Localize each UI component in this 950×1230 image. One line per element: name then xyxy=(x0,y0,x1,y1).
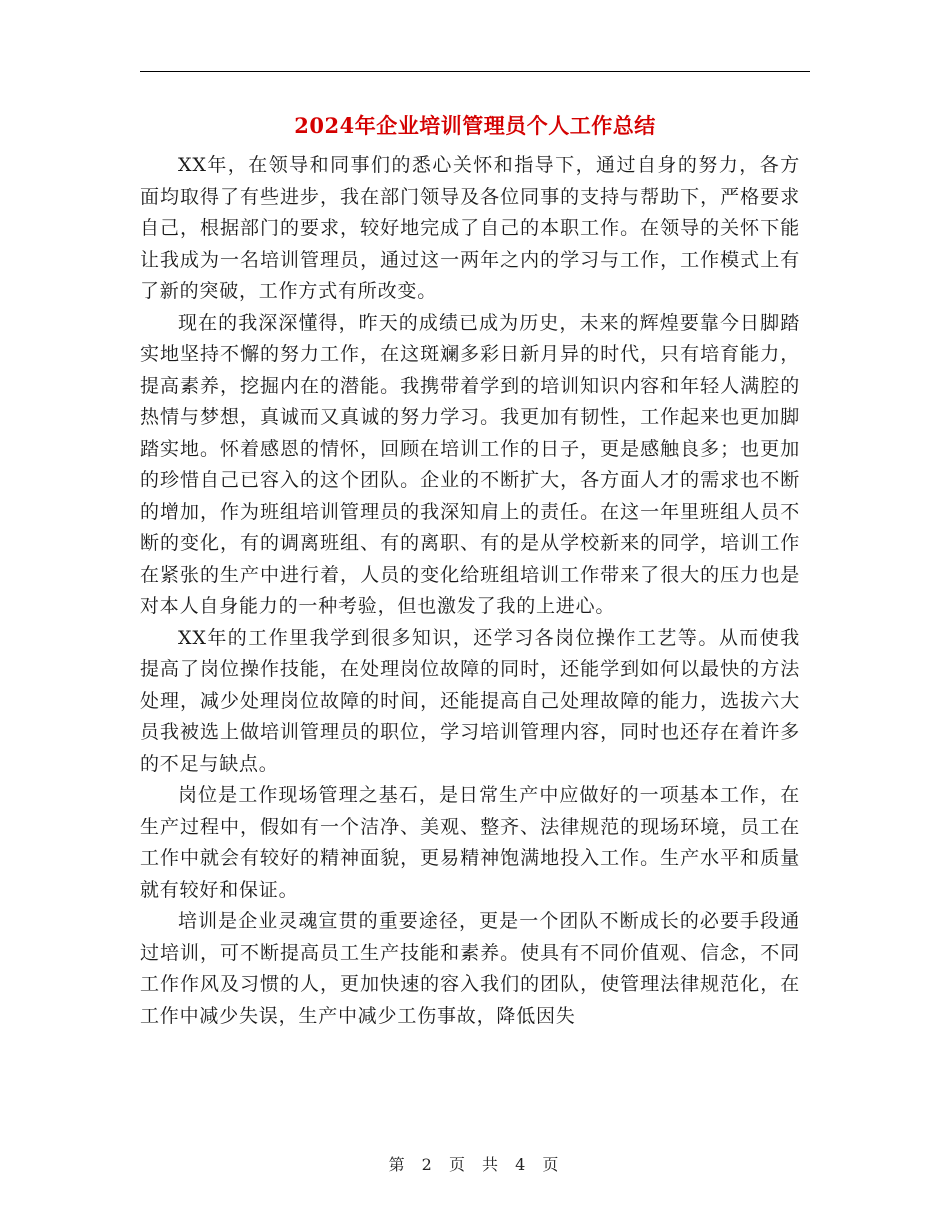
document-title: 2024年企业培训管理员个人工作总结 xyxy=(294,113,656,138)
paragraph-4: 岗位是工作现场管理之基石，是日常生产中应做好的一项基本工作，在生产过程中，假如有一个洁净、美观、整齐、法律规范的现场环境，员工在工作中就会有较好的精神面貌，更易精神饱满地投入工作。生产水平和质量就有较好和保证。 xyxy=(140,784,800,901)
document-body xyxy=(140,150,800,1032)
paragraph-3: XX年的工作里我学到很多知识，还学习各岗位操作工艺等。从而使我提高了岗位操作技能，在处理岗位故障的同时，还能学到如何以最快的方法处理，减少处理岗位故障的时间，还能提高自己处理故障的能力，选拔六大员我被选上做培训管理员的职位，学习培训管理内容，同时也还存在着许多的不足与缺点。 xyxy=(140,626,800,775)
paragraph-5: 培训是企业灵魂宣贯的重要途径，更是一个团队不断成长的必要手段通过培训，可不断提高员工生产技能和素养。使具有不同价值观、信念，不同工作作风及习惯的人，更加快速的容入我们的团队，使管理法律规范化，在工作中减少失误，生产中减少工伤事故，降低因失 xyxy=(140,910,800,1027)
paragraph-1: XX年，在领导和同事们的悉心关怀和指导下，通过自身的努力，各方面均取得了有些进步，我在部门领导及各位同事的支持与帮助下，严格要求自己，根据部门的要求，较好地完成了自己的本职工作。在领导的关怀下能让我成为一名培训管理员，通过这一两年之内的学习与工作，工作模式上有了新的突破，工作方式有所改变。 xyxy=(140,154,800,302)
paragraph-2: 现在的我深深懂得，昨天的成绩已成为历史，未来的辉煌要靠今日脚踏实地坚持不懈的努力工作，在这斑斓多彩日新月异的时代，只有培育能力，提高素养，挖掘内在的潜能。我携带着学到的培训知识内容和年轻人满腔的热情与梦想，真诚而又真诚的努力学习。我更加有韧性，工作起来也更加脚踏实地。怀着感恩的情怀，回顾在培训工作的日子，更是感触良多；也更加的珍惜自己已容入的这个团队。企业的不断扩大，各方面人才的需求也不断的增加，作为班组培训管理员的我深知肩上的责任。在这一年里班组人员不断的变化，有的调离班组、有的离职、有的是从学校新来的同学，培训工作在紧张的生产中进行着，人员的变化给班组培训工作带来了很大的压力也是对本人自身能力的一种考验，但也激发了我的上进心。 xyxy=(140,311,800,617)
header-rule xyxy=(140,71,810,72)
page-number-footer: 第 2 页 共 4 页 xyxy=(388,1155,562,1174)
